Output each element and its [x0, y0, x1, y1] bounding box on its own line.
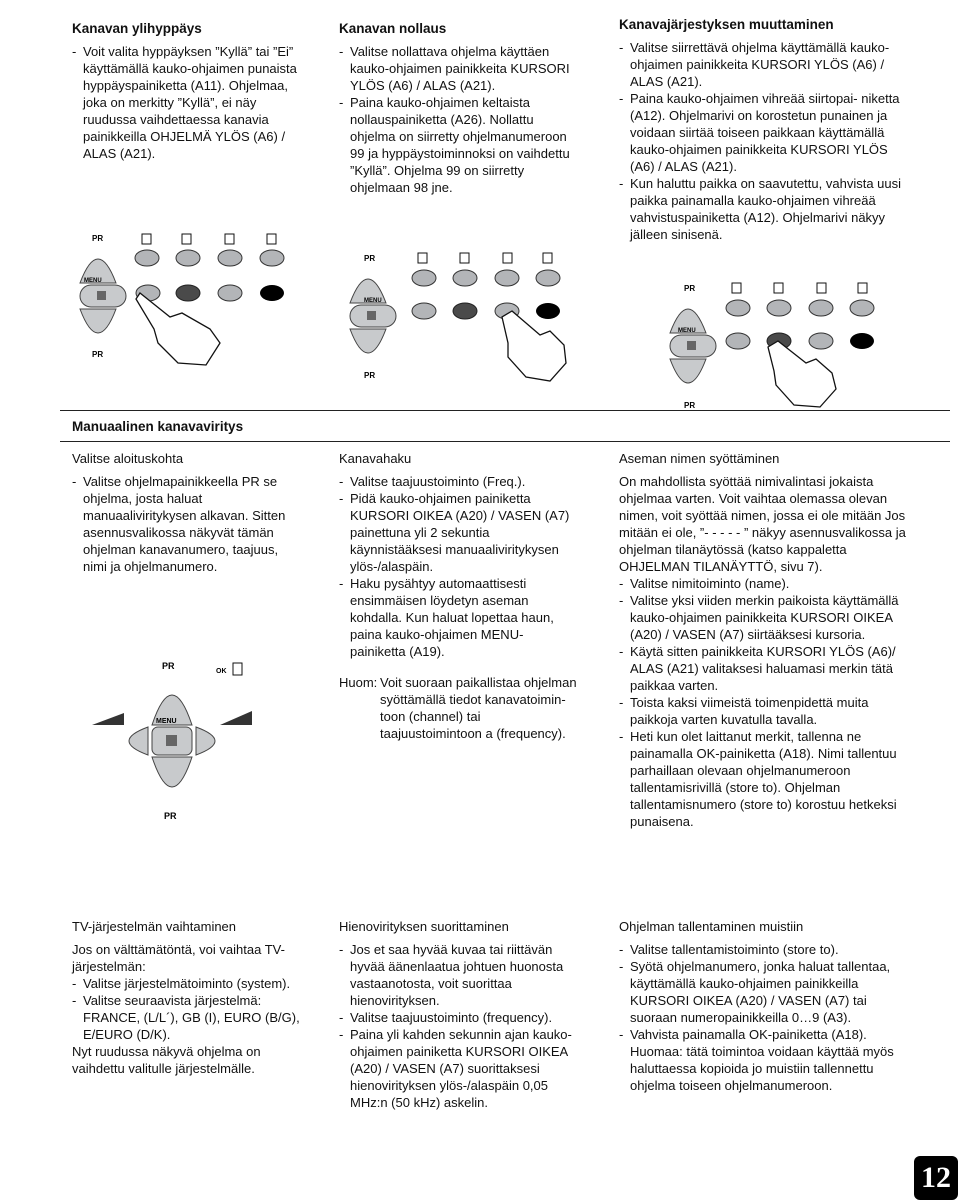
dark-button[interactable]	[453, 303, 477, 319]
manual-section-heading	[72, 418, 472, 441]
black-button[interactable]	[260, 285, 284, 301]
yellow-button[interactable]	[495, 270, 519, 286]
search-note	[339, 674, 579, 742]
green-button[interactable]	[176, 250, 200, 266]
name-item: - Valitse yksi viiden merkin paikoista käyttämällä kauko-ohjaimen painikkeita KURSORI OIKEA (A20) / VASEN (A7) siirtääksesi kursoria.	[619, 592, 909, 643]
reset-icon	[225, 234, 234, 244]
start-section	[72, 450, 302, 575]
pr-label: PR	[684, 284, 696, 293]
skip-button[interactable]	[726, 333, 750, 349]
blue-button[interactable]	[850, 300, 874, 316]
dark-button[interactable]	[176, 285, 200, 301]
name-item: - Toista kaksi viimeistä toimenpidettä muita paikkoja varten kuvatulla tavalla.	[619, 694, 909, 728]
green-button[interactable]	[453, 270, 477, 286]
order-title: Kanavajärjestyksen muuttaminen	[619, 17, 834, 32]
name-title: Aseman nimen syöttäminen	[619, 451, 780, 466]
remote-diagram-reset	[340, 245, 580, 385]
reset-icon	[503, 253, 512, 263]
right-wedge-icon	[220, 711, 252, 725]
pr-label: PR	[92, 234, 104, 243]
search-item: - Haku pysähtyy automaattisesti ensimmäisen löydetyn aseman kohdalla. Kun haluat lopettaa haun, paina kauko-ohjaimen MENU-painiketta (A19).	[339, 575, 579, 660]
blue-button[interactable]	[260, 250, 284, 266]
red-button[interactable]	[412, 270, 436, 286]
swap-icon	[774, 283, 783, 293]
list-icon	[543, 253, 552, 263]
swap-icon	[182, 234, 191, 244]
cursor-left-key[interactable]	[129, 727, 148, 755]
menu-square-icon	[166, 735, 177, 746]
store-item: - Valitse tallentamistoiminto (store to).	[619, 941, 909, 958]
skip-title: Kanavan ylihyppäys	[72, 21, 202, 36]
yellow-button[interactable]	[809, 300, 833, 316]
red-button[interactable]	[135, 250, 159, 266]
red-button[interactable]	[726, 300, 750, 316]
fine-title: Hienovirityksen suorittaminen	[339, 919, 509, 934]
fine-item: - Paina yli kahden sekunnin ajan kauko-ohjaimen painiketta KURSORI OIKEA (A20) / VASEN (A7) suorittaksesi hienovirityksen ylös-/alaspäin 0,05 MHz:n (50 kHz) askelin.	[339, 1026, 584, 1111]
menu-label: MENU	[156, 718, 177, 725]
system-item: - Valitse seuraavista järjestelmä: FRANCE, (L/L´), GB (I), EURO (B/G), E/EURO (D/K).	[72, 992, 302, 1043]
skip-icon	[418, 253, 427, 263]
function-icons	[142, 234, 276, 244]
pr-label: PR	[684, 401, 696, 410]
fine-item: - Jos et saa hyvää kuvaa tai riittävän hyvää äänenlaatua johtuen huonosta vastaanotosta, voit suorittaa hienovirityksen.	[339, 941, 584, 1009]
green-button[interactable]	[767, 300, 791, 316]
ok-label: OK	[216, 668, 227, 675]
list-icon	[858, 283, 867, 293]
skip-icon	[732, 283, 741, 293]
name-item: - Valitse nimitoiminto (name).	[619, 575, 909, 592]
system-title: TV-järjestelmän vaihtaminen	[72, 919, 237, 934]
reset-title: Kanavan nollaus	[339, 21, 447, 36]
order-item: - Valitse siirrettävä ohjelma käyttämällä kauko-ohjaimen painikkeita KURSORI YLÖS (A6) / ALAS (A21).	[619, 39, 909, 90]
swap-icon	[460, 253, 469, 263]
page-number: 12	[914, 1156, 958, 1200]
search-section	[339, 450, 579, 742]
reset-icon	[817, 283, 826, 293]
store-item: - Vahvista painamalla OK-painiketta (A18). Huomaa: tätä toimintoa voidaan käyttää myös haluttaessa kopioida jo muistiin tallennettu ohjelma toiseen ohjelmanumeroon.	[619, 1026, 909, 1094]
menu-label: MENU	[364, 298, 382, 304]
system-section	[72, 918, 302, 1077]
system-outro: Nyt ruudussa näkyvä ohjelma on vaihdettu valitulle järjestelmälle.	[72, 1044, 261, 1076]
skip-button[interactable]	[412, 303, 436, 319]
name-item: - Heti kun olet laittanut merkit, tallenna ne painamalla OK-painiketta (A18). Nimi tallentuu parhaillaan olevaan ohjelmanumeroon tallentamisrivillä (store to). Ohjelman tallentamisnumero (store to) korostuu hetkeksi punaisena.	[619, 728, 909, 830]
order-item: - Paina kauko-ohjaimen vihreää siirtopai- niketta (A12). Ohjelmarivi on korostetun punainen ja voidaan siirtää toiseen paikkaan käyttämällä kauko-ohjaimen painikkeita KURSORI YLÖS (A6) / ALAS (A21).	[619, 90, 909, 175]
search-title: Kanavahaku	[339, 451, 412, 466]
reset-item: - Paina kauko-ohjaimen keltaista nollauspainiketta (A26). Nollattu ohjelma on siirretty ohjelmanumeroon 99 ja hyppäystoiminnoksi on vaihdettu ”Kyllä”. Ohjelma 99 on siirretty ohjelmaan 98 jne.	[339, 94, 579, 196]
gray-button[interactable]	[809, 333, 833, 349]
name-section	[619, 450, 909, 830]
pr-label: PR	[364, 371, 376, 380]
manual-title: Manuaalinen kanavaviritys	[72, 419, 244, 434]
remote-diagram-order	[660, 275, 900, 415]
order-section	[619, 16, 909, 243]
menu-square-icon	[687, 341, 696, 350]
skip-section	[72, 20, 297, 162]
note-text: Voit suoraan paikallistaa ohjelman syöttämällä tiedot kanavatoimin- toon (channel) tai taajuustoimintoon a (frequency).	[380, 675, 577, 741]
pr-label: PR	[162, 661, 175, 671]
section-divider	[60, 441, 950, 442]
cursor-right-key[interactable]	[196, 727, 215, 755]
blue-button[interactable]	[536, 270, 560, 286]
search-item: - Pidä kauko-ohjaimen painiketta KURSORI OIKEA (A20) / VASEN (A7) painettuna yli 2 sekuntia käynnistääksesi manuaaliviritykysen ylös-/alaspäin.	[339, 490, 579, 575]
pr-label: PR	[92, 350, 104, 359]
store-section	[619, 918, 909, 1094]
start-item: - Valitse ohjelmapainikkeella PR se ohjelma, josta haluat manuaaliviritykysen alkavan. Sitten asennusvalikossa näkyvät tämän ohjelman kanavanumero, taajuus, nimi ja ohjelmanumero.	[72, 473, 302, 575]
black-button[interactable]	[850, 333, 874, 349]
name-item: - Käytä sitten painikkeita KURSORI YLÖS (A6)/ ALAS (A21) valitaksesi haluamasi merkin tätä paikkaa varten.	[619, 643, 909, 694]
skip-icon	[142, 234, 151, 244]
store-item: - Syötä ohjelmanumero, jonka haluat tallentaa, käyttämällä kauko-ohjaimen painikkeilla KURSORI OIKEA (A20) / VASEN (A7) tai suoraan numeropainikkeilla 0…9 (A3).	[619, 958, 909, 1026]
list-icon	[233, 663, 242, 675]
reset-section	[339, 20, 579, 196]
pr-label: PR	[164, 811, 177, 821]
menu-square-icon	[97, 291, 106, 300]
black-button[interactable]	[536, 303, 560, 319]
list-icon	[267, 234, 276, 244]
section-divider	[60, 410, 950, 411]
system-intro: Jos on välttämätöntä, voi vaihtaa TV-järjestelmän:	[72, 942, 285, 974]
fine-section	[339, 918, 584, 1111]
menu-label: MENU	[84, 278, 102, 284]
order-item: - Kun haluttu paikka on saavutettu, vahvista uusi paikka painamalla kauko-ohjaimen vihreää vahvistuspainiketta (A12). Ohjelmarivi näkyy jälleen sinisenä.	[619, 175, 909, 243]
yellow-button[interactable]	[218, 250, 242, 266]
fine-item: - Valitse taajuustoiminto (frequency).	[339, 1009, 584, 1026]
gray-button[interactable]	[218, 285, 242, 301]
pr-label: PR	[364, 254, 376, 263]
menu-label: MENU	[678, 328, 696, 334]
pointing-hand-icon	[502, 311, 566, 381]
remote-diagram-skip	[70, 225, 300, 370]
search-item: - Valitse taajuustoiminto (Freq.).	[339, 473, 579, 490]
store-title: Ohjelman tallentaminen muistiin	[619, 919, 804, 934]
pointing-hand-icon	[768, 341, 836, 407]
left-wedge-icon	[92, 713, 124, 725]
pointing-hand-icon	[136, 293, 220, 365]
start-title: Valitse aloituskohta	[72, 451, 184, 466]
cursor-keypad-diagram	[90, 655, 260, 825]
skip-item: - Voit valita hyppäyksen ”Kyllä” tai ”Ei” käyttämällä kauko-ohjaimen punaista hyppäyspainiketta (A11). Ohjelmaa, joka on merkitty ”Kyllä”, ei näy ruudussa vaihdettaessa kanavia painikkeilla OHJELMÄ YLÖS (A6) / ALAS (A21).	[72, 43, 297, 162]
menu-square-icon	[367, 311, 376, 320]
note-label: Huom:	[339, 675, 378, 690]
name-intro: On mahdollista syöttää nimivalintasi jokaista ohjelmaa varten. Voit vaihtaa olemassa olevan nimen, voit syöttää nimen, jossa ei ole mitään Jos mitään ei ole, ”- - - - - ” näkyy asennusvalikossa ja ohjelman tilanäytössä (katso kappaletta OHJELMAN TILANÄYTTÖ, sivu 7).	[619, 474, 906, 574]
reset-item: - Valitse nollattava ohjelma käyttäen kauko-ohjaimen painikkeita KURSORI YLÖS (A6) / ALAS (A21).	[339, 43, 579, 94]
system-item: - Valitse järjestelmätoiminto (system).	[72, 975, 302, 992]
cursor-down-key[interactable]	[152, 757, 192, 787]
